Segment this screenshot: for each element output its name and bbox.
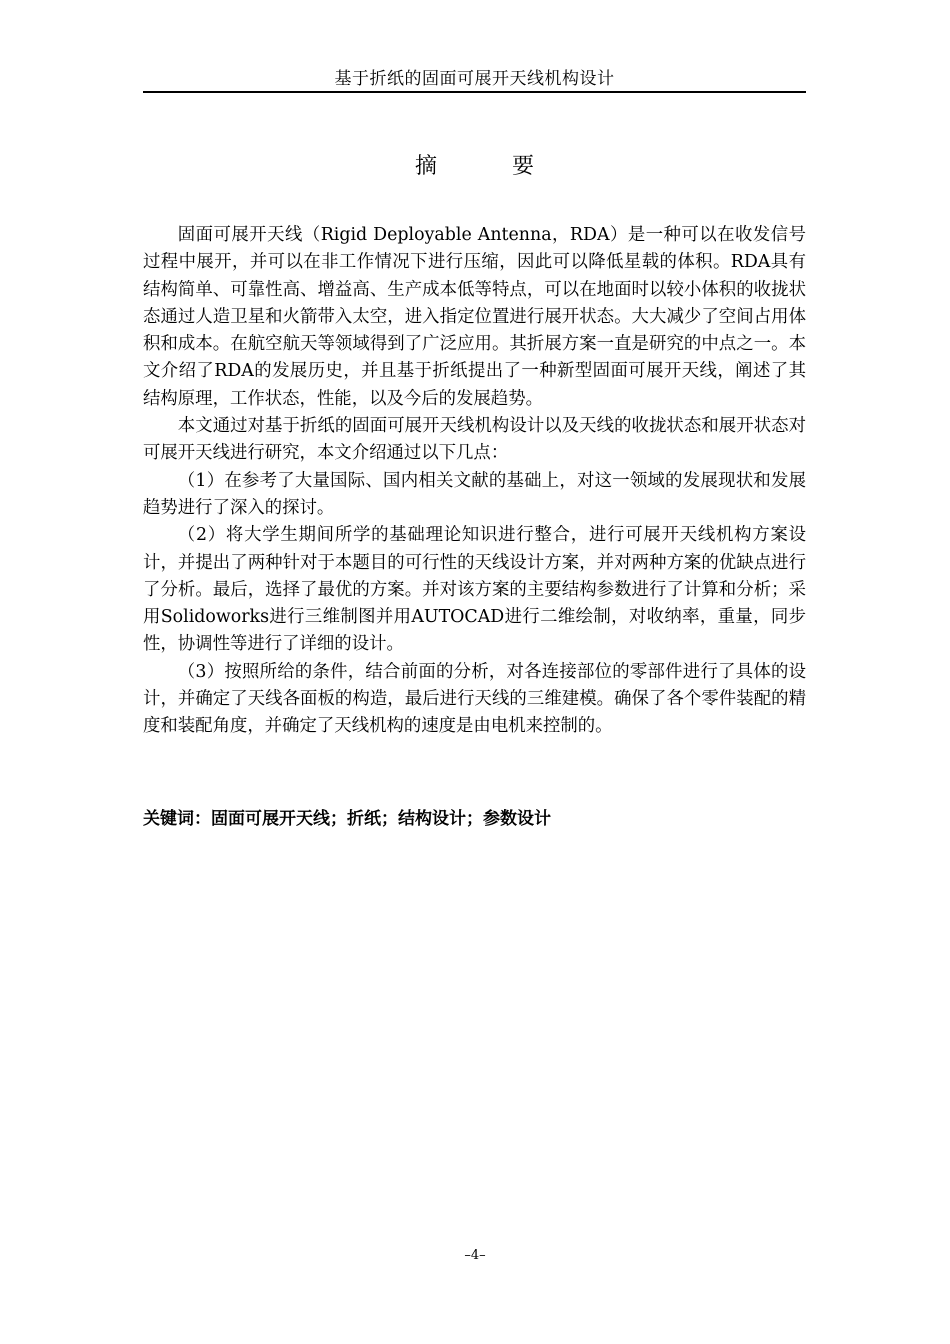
keywords-line: 关键词：固面可展开天线；折纸；结构设计；参数设计 <box>143 809 551 829</box>
abstract-paragraph-4: （2）将大学生期间所学的基础理论知识进行整合，进行可展开天线机构方案设计，并提出了两种针对于本题目的可行性的天线设计方案，并对两种方案的优缺点进行了分析。最后，选择了最优的方案。并对该方案的主要结构参数进行了计算和分析；采用Solidoworks进行三维制图并用AUTOCAD进行二维绘制，对收纳率，重量，同步性，协调性等进行了详细的设计。 <box>143 525 806 655</box>
abstract-paragraph-3: （1）在参考了大量国际、国内相关文献的基础上，对这一领域的发展现状和发展趋势进行了深入的探讨。 <box>143 470 806 518</box>
abstract-paragraph-5: （3）按照所给的条件，结合前面的分析，对各连接部位的零部件进行了具体的设计，并确定了天线各面板的构造，最后进行天线的三维建模。确保了各个零件装配的精度和装配角度，并确定了天线机构的速度是由电机来控制的。 <box>143 661 806 737</box>
abstract-title: 摘 要 <box>415 154 568 179</box>
header-rule <box>143 91 806 93</box>
abstract-paragraph-2: 本文通过对基于折纸的固面可展开天线机构设计以及天线的收拢状态和展开状态对可展开天线进行研究，本文介绍通过以下几点： <box>143 416 806 464</box>
abstract-paragraph-1: 固面可展开天线（Rigid Deployable Antenna，RDA）是一种可以在收发信号过程中展开，并可以在非工作情况下进行压缩，因此可以降低星载的体积。RDA具有结构简单、可靠性高、增益高、生产成本低等特点，可以在地面时以较小体积的收拢状态通过人造卫星和火箭带入太空，进入指定位置进行展开状态。大大减少了空间占用体积和成本。在航空航天等领域得到了广泛应用。其折展方案一直是研究的中点之一。本文介绍了RDA的发展历史，并且基于折纸提出了一种新型固面可展开天线，阐述了其结构原理，工作状态，性能，以及今后的发展趋势。 <box>143 225 806 409</box>
running-header: 基于折纸的固面可展开天线机构设计 <box>334 69 615 89</box>
page-number: –4– <box>464 1248 486 1263</box>
abstract-body <box>143 222 806 741</box>
